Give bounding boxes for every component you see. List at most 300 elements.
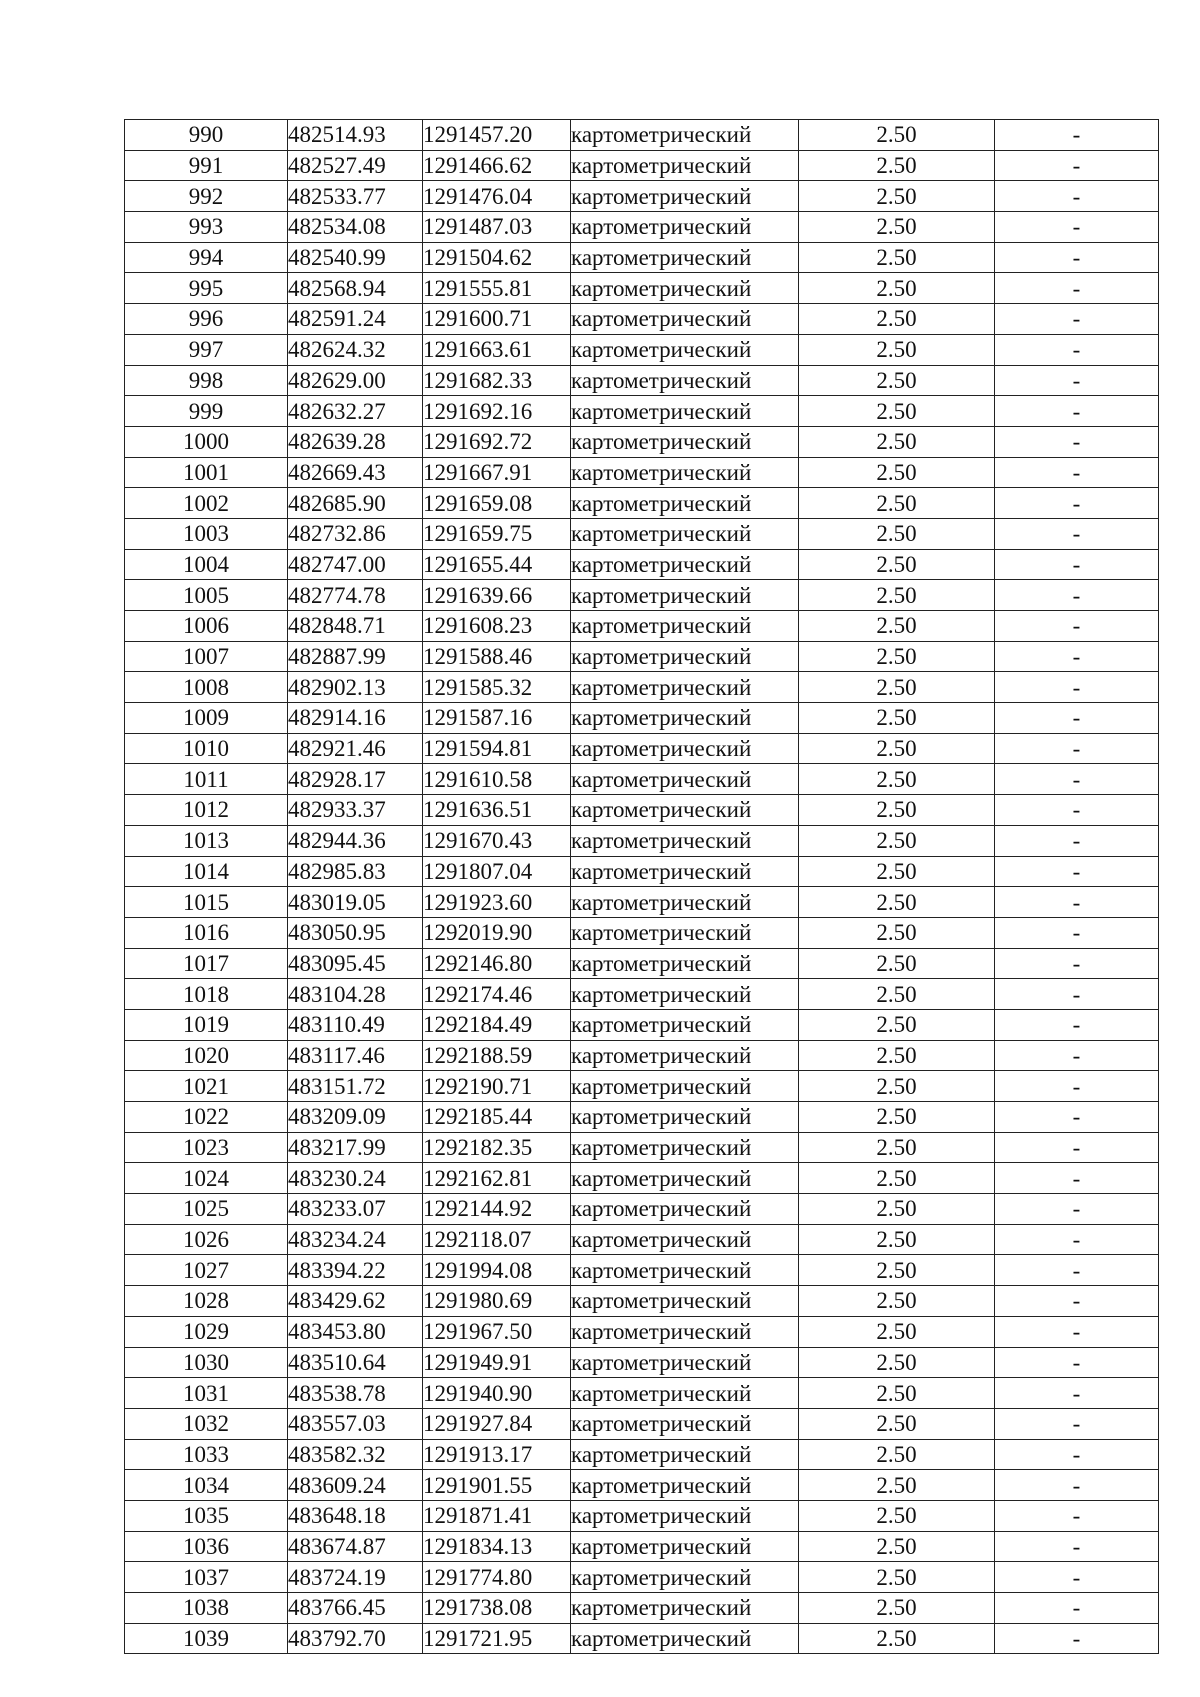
- table-row: [125, 150, 1159, 181]
- x-coordinate-cell: 483104.28: [288, 979, 423, 1010]
- y-coordinate-cell: 1291994.08: [423, 1255, 571, 1286]
- description-cell: -: [995, 1163, 1159, 1194]
- method-cell: картометрический: [571, 1102, 799, 1133]
- accuracy-cell: 2.50: [799, 1224, 995, 1255]
- description-cell: -: [995, 611, 1159, 642]
- accuracy-cell: 2.50: [799, 365, 995, 396]
- method-cell: картометрический: [571, 181, 799, 212]
- method-cell: картометрический: [571, 1224, 799, 1255]
- x-coordinate-cell: 482639.28: [288, 426, 423, 457]
- x-coordinate-cell: 483230.24: [288, 1163, 423, 1194]
- y-coordinate-cell: 1291682.33: [423, 365, 571, 396]
- y-coordinate-cell: 1291774.80: [423, 1562, 571, 1593]
- x-coordinate-cell: 483095.45: [288, 948, 423, 979]
- y-coordinate-cell: 1291610.58: [423, 764, 571, 795]
- table-row: [125, 1071, 1159, 1102]
- description-cell: -: [995, 580, 1159, 611]
- accuracy-cell: 2.50: [799, 948, 995, 979]
- description-cell: -: [995, 764, 1159, 795]
- description-cell: -: [995, 1255, 1159, 1286]
- method-cell: картометрический: [571, 1194, 799, 1225]
- method-cell: картометрический: [571, 488, 799, 519]
- method-cell: картометрический: [571, 120, 799, 151]
- description-cell: -: [995, 887, 1159, 918]
- table-row: [125, 1531, 1159, 1562]
- point-number-cell: 1037: [125, 1562, 288, 1593]
- y-coordinate-cell: 1291639.66: [423, 580, 571, 611]
- table-row: [125, 1408, 1159, 1439]
- accuracy-cell: 2.50: [799, 212, 995, 243]
- x-coordinate-cell: 483050.95: [288, 917, 423, 948]
- method-cell: картометрический: [571, 733, 799, 764]
- point-number-cell: 1013: [125, 825, 288, 856]
- accuracy-cell: 2.50: [799, 242, 995, 273]
- x-coordinate-cell: 483394.22: [288, 1255, 423, 1286]
- accuracy-cell: 2.50: [799, 1408, 995, 1439]
- table-row: [125, 426, 1159, 457]
- point-number-cell: 1011: [125, 764, 288, 795]
- table-row: [125, 1224, 1159, 1255]
- x-coordinate-cell: 483217.99: [288, 1132, 423, 1163]
- table-row: [125, 948, 1159, 979]
- method-cell: картометрический: [571, 304, 799, 335]
- table-row: [125, 703, 1159, 734]
- x-coordinate-cell: 483538.78: [288, 1378, 423, 1409]
- method-cell: картометрический: [571, 703, 799, 734]
- point-number-cell: 1025: [125, 1194, 288, 1225]
- y-coordinate-cell: 1291608.23: [423, 611, 571, 642]
- point-number-cell: 1006: [125, 611, 288, 642]
- description-cell: -: [995, 1286, 1159, 1317]
- y-coordinate-cell: 1291670.43: [423, 825, 571, 856]
- x-coordinate-cell: 482732.86: [288, 518, 423, 549]
- method-cell: картометрический: [571, 1439, 799, 1470]
- table-row: [125, 1102, 1159, 1133]
- x-coordinate-cell: 482921.46: [288, 733, 423, 764]
- y-coordinate-cell: 1291655.44: [423, 549, 571, 580]
- method-cell: картометрический: [571, 917, 799, 948]
- point-number-cell: 1038: [125, 1593, 288, 1624]
- point-number-cell: 1039: [125, 1623, 288, 1654]
- point-number-cell: 1009: [125, 703, 288, 734]
- table-row: [125, 457, 1159, 488]
- accuracy-cell: 2.50: [799, 1316, 995, 1347]
- description-cell: -: [995, 457, 1159, 488]
- point-number-cell: 1018: [125, 979, 288, 1010]
- accuracy-cell: 2.50: [799, 1378, 995, 1409]
- accuracy-cell: 2.50: [799, 672, 995, 703]
- point-number-cell: 1000: [125, 426, 288, 457]
- x-coordinate-cell: 483582.32: [288, 1439, 423, 1470]
- x-coordinate-cell: 482985.83: [288, 856, 423, 887]
- method-cell: картометрический: [571, 580, 799, 611]
- table-row: [125, 242, 1159, 273]
- method-cell: картометрический: [571, 948, 799, 979]
- y-coordinate-cell: 1292118.07: [423, 1224, 571, 1255]
- point-number-cell: 1010: [125, 733, 288, 764]
- y-coordinate-cell: 1291487.03: [423, 212, 571, 243]
- accuracy-cell: 2.50: [799, 733, 995, 764]
- y-coordinate-cell: 1292185.44: [423, 1102, 571, 1133]
- point-number-cell: 1031: [125, 1378, 288, 1409]
- accuracy-cell: 2.50: [799, 1009, 995, 1040]
- point-number-cell: 1016: [125, 917, 288, 948]
- y-coordinate-cell: 1291588.46: [423, 641, 571, 672]
- method-cell: картометрический: [571, 1040, 799, 1071]
- accuracy-cell: 2.50: [799, 641, 995, 672]
- y-coordinate-cell: 1292184.49: [423, 1009, 571, 1040]
- table-row: [125, 1439, 1159, 1470]
- description-cell: -: [995, 518, 1159, 549]
- table-row: [125, 856, 1159, 887]
- method-cell: картометрический: [571, 1562, 799, 1593]
- table-row: [125, 825, 1159, 856]
- description-cell: -: [995, 979, 1159, 1010]
- point-number-cell: 1012: [125, 795, 288, 826]
- accuracy-cell: 2.50: [799, 304, 995, 335]
- description-cell: -: [995, 273, 1159, 304]
- accuracy-cell: 2.50: [799, 979, 995, 1010]
- method-cell: картометрический: [571, 334, 799, 365]
- method-cell: картометрический: [571, 1163, 799, 1194]
- table-row: [125, 672, 1159, 703]
- point-number-cell: 1003: [125, 518, 288, 549]
- method-cell: картометрический: [571, 1347, 799, 1378]
- description-cell: -: [995, 856, 1159, 887]
- point-number-cell: 1021: [125, 1071, 288, 1102]
- description-cell: -: [995, 426, 1159, 457]
- y-coordinate-cell: 1292188.59: [423, 1040, 571, 1071]
- x-coordinate-cell: 483766.45: [288, 1593, 423, 1624]
- x-coordinate-cell: 482902.13: [288, 672, 423, 703]
- point-number-cell: 1024: [125, 1163, 288, 1194]
- y-coordinate-cell: 1291738.08: [423, 1593, 571, 1624]
- table-row: [125, 1194, 1159, 1225]
- description-cell: -: [995, 120, 1159, 151]
- point-number-cell: 1017: [125, 948, 288, 979]
- description-cell: -: [995, 181, 1159, 212]
- method-cell: картометрический: [571, 426, 799, 457]
- y-coordinate-cell: 1292146.80: [423, 948, 571, 979]
- x-coordinate-cell: 482933.37: [288, 795, 423, 826]
- method-cell: картометрический: [571, 1132, 799, 1163]
- accuracy-cell: 2.50: [799, 1163, 995, 1194]
- table-row: [125, 488, 1159, 519]
- point-number-cell: 996: [125, 304, 288, 335]
- x-coordinate-cell: 482914.16: [288, 703, 423, 734]
- method-cell: картометрический: [571, 1378, 799, 1409]
- x-coordinate-cell: 482944.36: [288, 825, 423, 856]
- description-cell: -: [995, 1347, 1159, 1378]
- point-number-cell: 992: [125, 181, 288, 212]
- x-coordinate-cell: 483151.72: [288, 1071, 423, 1102]
- coordinates-table: [124, 119, 1159, 1654]
- table-row: [125, 1378, 1159, 1409]
- description-cell: -: [995, 1102, 1159, 1133]
- point-number-cell: 1002: [125, 488, 288, 519]
- method-cell: картометрический: [571, 1071, 799, 1102]
- x-coordinate-cell: 483648.18: [288, 1500, 423, 1531]
- method-cell: картометрический: [571, 457, 799, 488]
- y-coordinate-cell: 1291504.62: [423, 242, 571, 273]
- y-coordinate-cell: 1292162.81: [423, 1163, 571, 1194]
- point-number-cell: 1032: [125, 1408, 288, 1439]
- y-coordinate-cell: 1291923.60: [423, 887, 571, 918]
- x-coordinate-cell: 482591.24: [288, 304, 423, 335]
- point-number-cell: 1004: [125, 549, 288, 580]
- accuracy-cell: 2.50: [799, 1132, 995, 1163]
- accuracy-cell: 2.50: [799, 1593, 995, 1624]
- accuracy-cell: 2.50: [799, 917, 995, 948]
- y-coordinate-cell: 1291940.90: [423, 1378, 571, 1409]
- x-coordinate-cell: 483510.64: [288, 1347, 423, 1378]
- method-cell: картометрический: [571, 1593, 799, 1624]
- accuracy-cell: 2.50: [799, 580, 995, 611]
- accuracy-cell: 2.50: [799, 795, 995, 826]
- accuracy-cell: 2.50: [799, 549, 995, 580]
- method-cell: картометрический: [571, 795, 799, 826]
- table-row: [125, 181, 1159, 212]
- accuracy-cell: 2.50: [799, 1040, 995, 1071]
- description-cell: -: [995, 1470, 1159, 1501]
- y-coordinate-cell: 1291457.20: [423, 120, 571, 151]
- method-cell: картометрический: [571, 1531, 799, 1562]
- x-coordinate-cell: 482624.32: [288, 334, 423, 365]
- table-row: [125, 764, 1159, 795]
- table-row: [125, 1040, 1159, 1071]
- accuracy-cell: 2.50: [799, 1194, 995, 1225]
- y-coordinate-cell: 1291927.84: [423, 1408, 571, 1439]
- x-coordinate-cell: 482669.43: [288, 457, 423, 488]
- description-cell: -: [995, 672, 1159, 703]
- x-coordinate-cell: 483453.80: [288, 1316, 423, 1347]
- x-coordinate-cell: 483609.24: [288, 1470, 423, 1501]
- description-cell: -: [995, 1009, 1159, 1040]
- x-coordinate-cell: 483724.19: [288, 1562, 423, 1593]
- point-number-cell: 1007: [125, 641, 288, 672]
- y-coordinate-cell: 1291913.17: [423, 1439, 571, 1470]
- method-cell: картометрический: [571, 150, 799, 181]
- y-coordinate-cell: 1291692.16: [423, 396, 571, 427]
- y-coordinate-cell: 1291587.16: [423, 703, 571, 734]
- point-number-cell: 1014: [125, 856, 288, 887]
- accuracy-cell: 2.50: [799, 1531, 995, 1562]
- method-cell: картометрический: [571, 611, 799, 642]
- description-cell: -: [995, 1593, 1159, 1624]
- accuracy-cell: 2.50: [799, 150, 995, 181]
- y-coordinate-cell: 1292174.46: [423, 979, 571, 1010]
- method-cell: картометрический: [571, 1286, 799, 1317]
- point-number-cell: 1036: [125, 1531, 288, 1562]
- method-cell: картометрический: [571, 1408, 799, 1439]
- method-cell: картометрический: [571, 518, 799, 549]
- point-number-cell: 993: [125, 212, 288, 243]
- point-number-cell: 994: [125, 242, 288, 273]
- table-row: [125, 1500, 1159, 1531]
- accuracy-cell: 2.50: [799, 764, 995, 795]
- description-cell: -: [995, 1071, 1159, 1102]
- y-coordinate-cell: 1291721.95: [423, 1623, 571, 1654]
- method-cell: картометрический: [571, 212, 799, 243]
- accuracy-cell: 2.50: [799, 1500, 995, 1531]
- description-cell: -: [995, 1408, 1159, 1439]
- y-coordinate-cell: 1291476.04: [423, 181, 571, 212]
- table-row: [125, 1009, 1159, 1040]
- table-row: [125, 212, 1159, 243]
- point-number-cell: 1023: [125, 1132, 288, 1163]
- point-number-cell: 990: [125, 120, 288, 151]
- coordinates-table-body: [125, 120, 1159, 1654]
- description-cell: -: [995, 948, 1159, 979]
- y-coordinate-cell: 1291967.50: [423, 1316, 571, 1347]
- method-cell: картометрический: [571, 1255, 799, 1286]
- x-coordinate-cell: 483209.09: [288, 1102, 423, 1133]
- y-coordinate-cell: 1291667.91: [423, 457, 571, 488]
- x-coordinate-cell: 483792.70: [288, 1623, 423, 1654]
- y-coordinate-cell: 1291692.72: [423, 426, 571, 457]
- description-cell: -: [995, 1623, 1159, 1654]
- x-coordinate-cell: 482629.00: [288, 365, 423, 396]
- table-row: [125, 580, 1159, 611]
- point-number-cell: 1030: [125, 1347, 288, 1378]
- point-number-cell: 1035: [125, 1500, 288, 1531]
- table-row: [125, 1286, 1159, 1317]
- description-cell: -: [995, 1439, 1159, 1470]
- description-cell: -: [995, 825, 1159, 856]
- accuracy-cell: 2.50: [799, 518, 995, 549]
- y-coordinate-cell: 1291807.04: [423, 856, 571, 887]
- x-coordinate-cell: 483019.05: [288, 887, 423, 918]
- table-row: [125, 304, 1159, 335]
- method-cell: картометрический: [571, 242, 799, 273]
- point-number-cell: 1019: [125, 1009, 288, 1040]
- table-row: [125, 611, 1159, 642]
- description-cell: -: [995, 488, 1159, 519]
- table-row: [125, 641, 1159, 672]
- y-coordinate-cell: 1291636.51: [423, 795, 571, 826]
- x-coordinate-cell: 483557.03: [288, 1408, 423, 1439]
- table-row: [125, 1163, 1159, 1194]
- x-coordinate-cell: 482568.94: [288, 273, 423, 304]
- y-coordinate-cell: 1292144.92: [423, 1194, 571, 1225]
- point-number-cell: 1008: [125, 672, 288, 703]
- description-cell: -: [995, 365, 1159, 396]
- x-coordinate-cell: 482514.93: [288, 120, 423, 151]
- accuracy-cell: 2.50: [799, 856, 995, 887]
- accuracy-cell: 2.50: [799, 1347, 995, 1378]
- accuracy-cell: 2.50: [799, 1102, 995, 1133]
- description-cell: -: [995, 795, 1159, 826]
- description-cell: -: [995, 212, 1159, 243]
- accuracy-cell: 2.50: [799, 396, 995, 427]
- point-number-cell: 1034: [125, 1470, 288, 1501]
- x-coordinate-cell: 482928.17: [288, 764, 423, 795]
- description-cell: -: [995, 1562, 1159, 1593]
- description-cell: -: [995, 549, 1159, 580]
- accuracy-cell: 2.50: [799, 1255, 995, 1286]
- accuracy-cell: 2.50: [799, 1470, 995, 1501]
- y-coordinate-cell: 1291659.75: [423, 518, 571, 549]
- point-number-cell: 1022: [125, 1102, 288, 1133]
- description-cell: -: [995, 917, 1159, 948]
- method-cell: картометрический: [571, 1316, 799, 1347]
- method-cell: картометрический: [571, 856, 799, 887]
- description-cell: -: [995, 1224, 1159, 1255]
- description-cell: -: [995, 1500, 1159, 1531]
- accuracy-cell: 2.50: [799, 181, 995, 212]
- point-number-cell: 1029: [125, 1316, 288, 1347]
- description-cell: -: [995, 396, 1159, 427]
- description-cell: -: [995, 703, 1159, 734]
- method-cell: картометрический: [571, 825, 799, 856]
- method-cell: картометрический: [571, 549, 799, 580]
- method-cell: картометрический: [571, 273, 799, 304]
- method-cell: картометрический: [571, 396, 799, 427]
- y-coordinate-cell: 1291594.81: [423, 733, 571, 764]
- table-row: [125, 1470, 1159, 1501]
- x-coordinate-cell: 483674.87: [288, 1531, 423, 1562]
- accuracy-cell: 2.50: [799, 457, 995, 488]
- x-coordinate-cell: 483429.62: [288, 1286, 423, 1317]
- y-coordinate-cell: 1291980.69: [423, 1286, 571, 1317]
- y-coordinate-cell: 1291949.91: [423, 1347, 571, 1378]
- method-cell: картометрический: [571, 1470, 799, 1501]
- table-row: [125, 549, 1159, 580]
- point-number-cell: 1005: [125, 580, 288, 611]
- y-coordinate-cell: 1292190.71: [423, 1071, 571, 1102]
- table-row: [125, 887, 1159, 918]
- table-row: [125, 334, 1159, 365]
- table-row: [125, 1623, 1159, 1654]
- table-row: [125, 733, 1159, 764]
- table-row: [125, 1255, 1159, 1286]
- point-number-cell: 1001: [125, 457, 288, 488]
- accuracy-cell: 2.50: [799, 1071, 995, 1102]
- accuracy-cell: 2.50: [799, 120, 995, 151]
- x-coordinate-cell: 482774.78: [288, 580, 423, 611]
- description-cell: -: [995, 1316, 1159, 1347]
- point-number-cell: 1020: [125, 1040, 288, 1071]
- x-coordinate-cell: 483110.49: [288, 1009, 423, 1040]
- accuracy-cell: 2.50: [799, 488, 995, 519]
- accuracy-cell: 2.50: [799, 1286, 995, 1317]
- table-row: [125, 1593, 1159, 1624]
- x-coordinate-cell: 482848.71: [288, 611, 423, 642]
- method-cell: картометрический: [571, 1009, 799, 1040]
- y-coordinate-cell: 1291585.32: [423, 672, 571, 703]
- y-coordinate-cell: 1291901.55: [423, 1470, 571, 1501]
- accuracy-cell: 2.50: [799, 825, 995, 856]
- point-number-cell: 1028: [125, 1286, 288, 1317]
- description-cell: -: [995, 242, 1159, 273]
- x-coordinate-cell: 482747.00: [288, 549, 423, 580]
- description-cell: -: [995, 304, 1159, 335]
- x-coordinate-cell: 483117.46: [288, 1040, 423, 1071]
- description-cell: -: [995, 641, 1159, 672]
- x-coordinate-cell: 482540.99: [288, 242, 423, 273]
- y-coordinate-cell: 1292182.35: [423, 1132, 571, 1163]
- table-row: [125, 917, 1159, 948]
- accuracy-cell: 2.50: [799, 1439, 995, 1470]
- x-coordinate-cell: 482527.49: [288, 150, 423, 181]
- table-row: [125, 979, 1159, 1010]
- table-row: [125, 396, 1159, 427]
- point-number-cell: 1026: [125, 1224, 288, 1255]
- description-cell: -: [995, 1378, 1159, 1409]
- x-coordinate-cell: 482887.99: [288, 641, 423, 672]
- y-coordinate-cell: 1292019.90: [423, 917, 571, 948]
- point-number-cell: 995: [125, 273, 288, 304]
